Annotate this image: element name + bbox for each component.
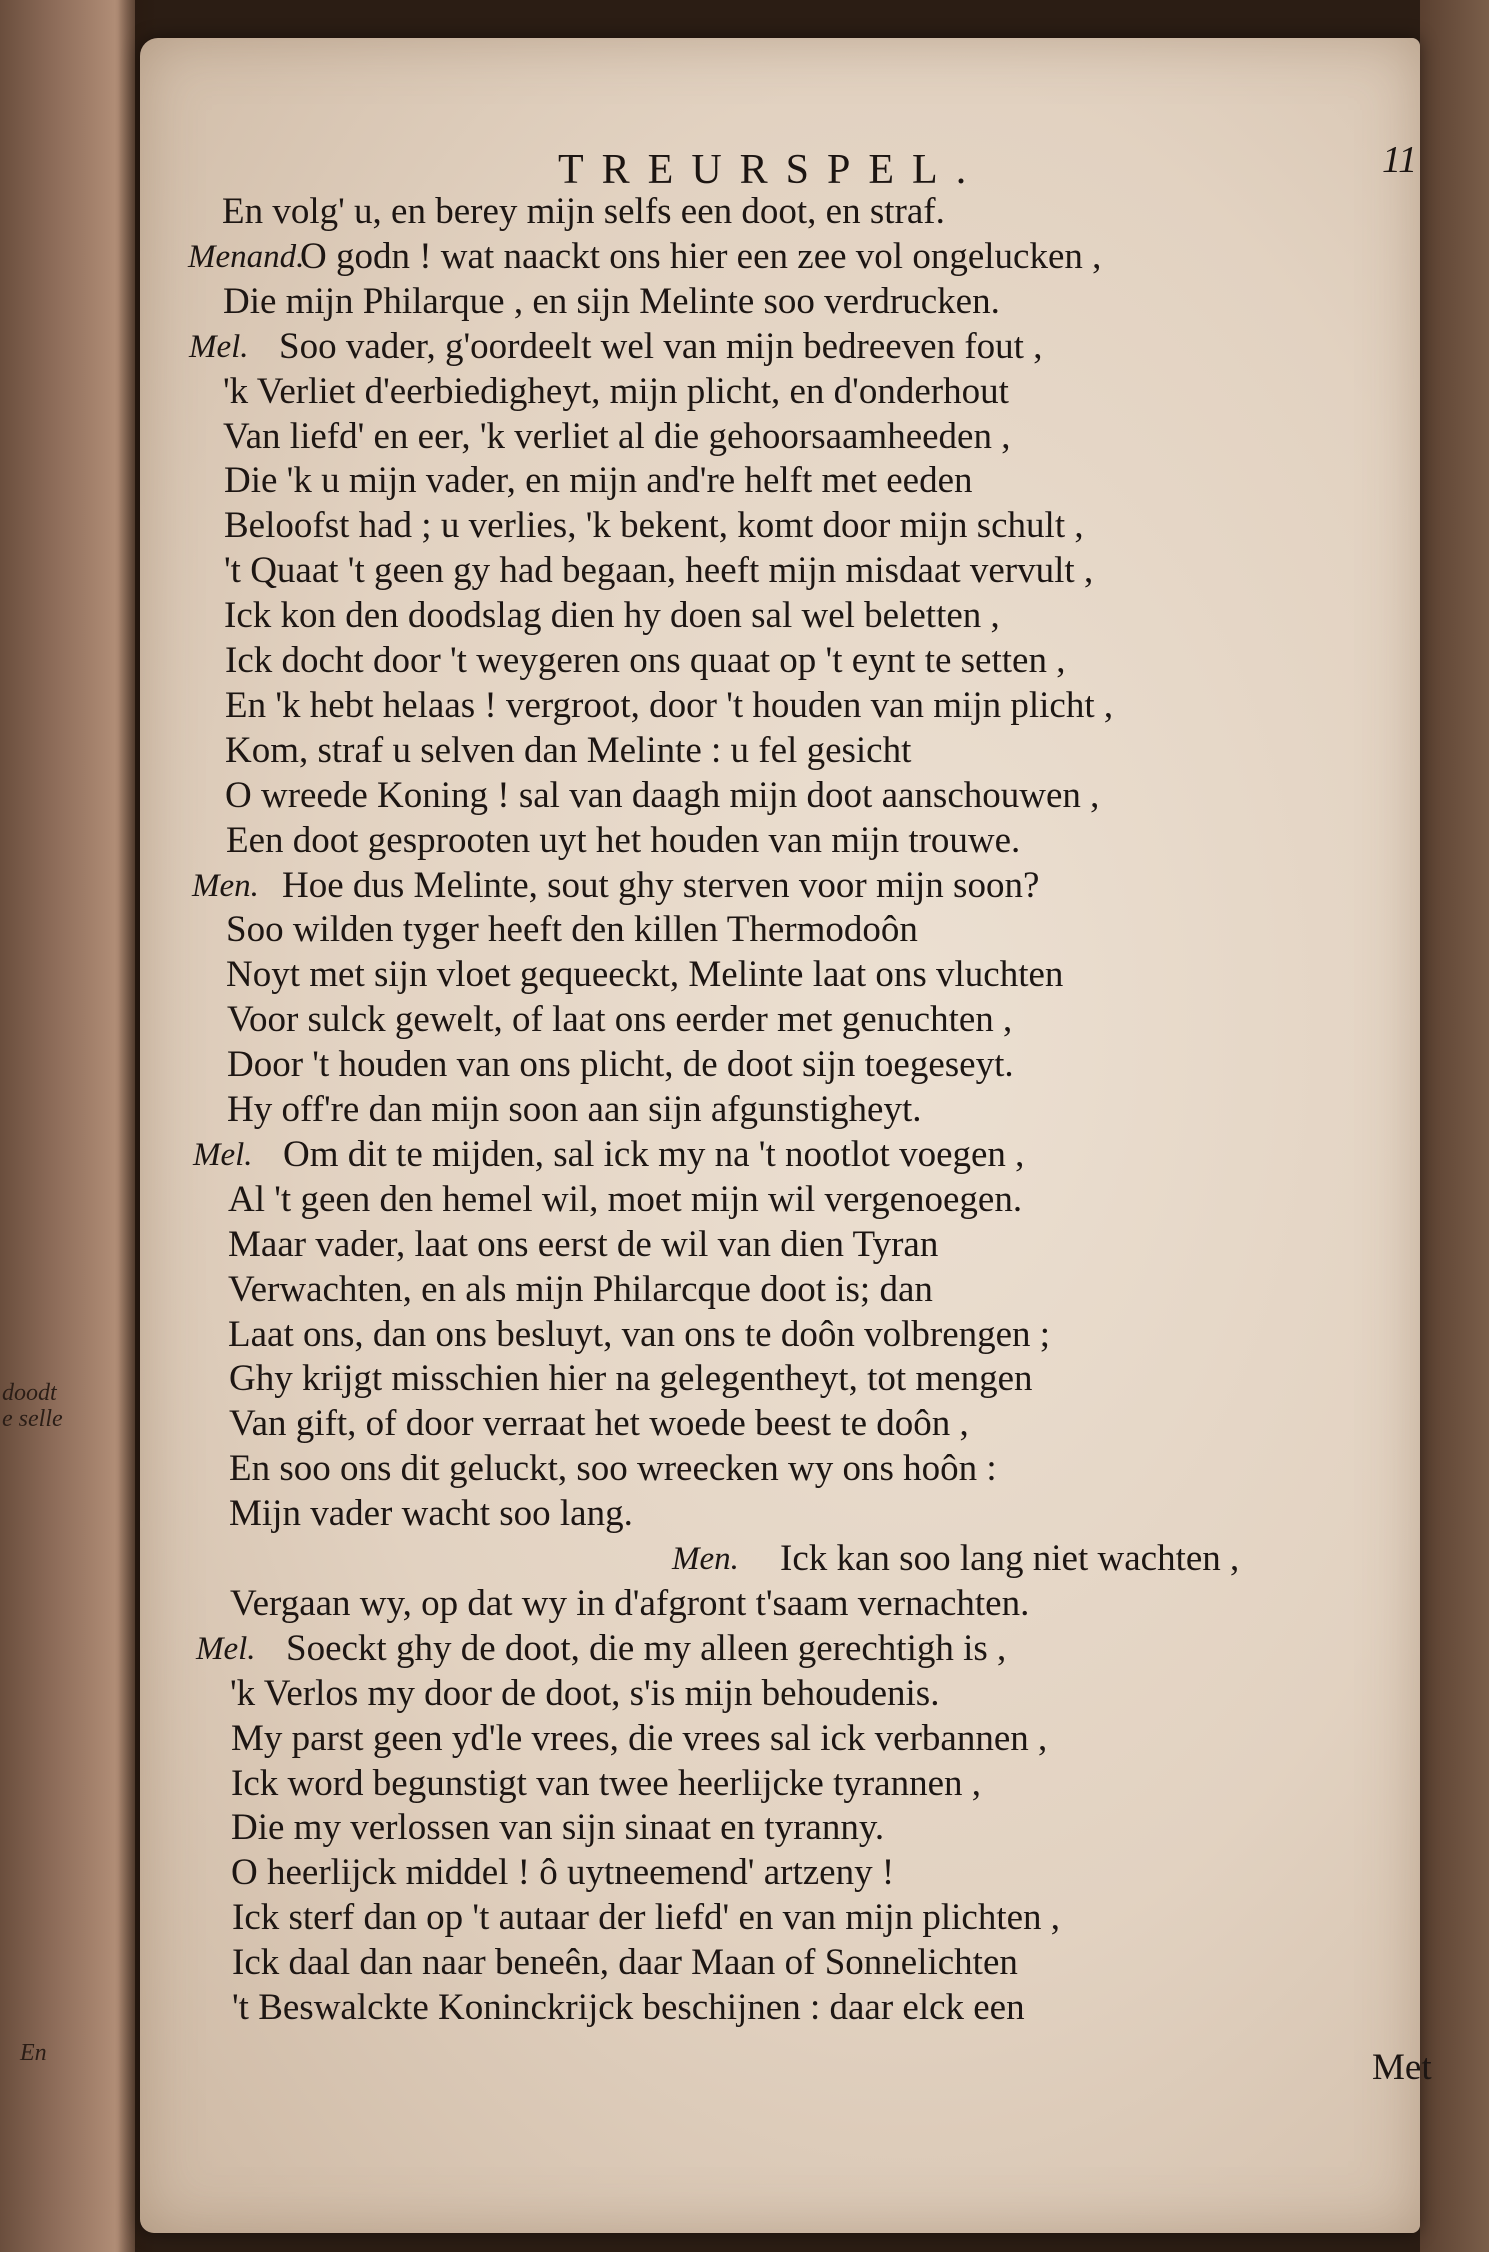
verse-line [140,1941,1489,1985]
verse-line [140,549,1489,593]
verse-line [140,235,1489,279]
verse-line [140,190,1489,234]
verse-text: En soo ons dit geluckt, soo wreecken wy ons hoôn : [229,1448,997,1490]
verse-text: Door 't houden van ons plicht, de doot sijn toegeseyt. [227,1044,1014,1086]
verse-line [140,729,1489,773]
verse-text: 'k Verliet d'eerbiedigheyt, mijn plicht, en d'onderhout [223,370,1009,412]
verse-line [140,1851,1489,1895]
verse-text: Soo wilden tyger heeft den killen Thermodoôn [226,909,918,951]
verse-text: 't Quaat 't geen gy had begaan, heeft mijn misdaat vervult , [224,550,1094,592]
verse-line [140,1492,1489,1536]
verse-text: Ick sterf dan op 't autaar der liefd' en van mijn plichten , [232,1897,1061,1939]
verse-line [140,415,1489,459]
verse-text: O heerlijck middel ! ô uytneemend' artzeny ! [231,1852,895,1894]
verse-line [140,504,1489,548]
verse-text: Hy off're dan mijn soon aan sijn afgunstigheyt. [227,1089,922,1130]
running-head: TREURSPEL. [558,147,985,193]
verse-line [140,1088,1489,1132]
verse-text: Soeckt ghy de doot, die my alleen gerechtigh is , [286,1627,1007,1669]
verse-text: Hoe dus Melinte, sout ghy sterven voor mijn soon? [282,864,1040,906]
verse-text: O wreede Koning ! sal van daagh mijn doot aanschouwen , [225,774,1100,816]
verse-text: Die 'k u mijn vader, en mijn and're helft met eeden [224,460,973,502]
verse-line [140,1762,1489,1806]
verse-line [140,1313,1489,1357]
verse-text: En volg' u, en berey mijn selfs een doot, en straf. [222,191,945,232]
verse-text: Ick word begunstigt van twee heerlijcke tyrannen , [231,1762,982,1804]
verse-text: Kom, straf u selven dan Melinte : u fel gesicht [225,729,912,771]
verse-text: Verwachten, en als mijn Philarcque doot is; dan [228,1268,933,1310]
verse-text: Ick daal dan naar beneên, daar Maan of Sonnelichten [232,1942,1018,1984]
verse-line [140,1537,1489,1581]
speaker-label: Men. [192,867,259,904]
verse-line [140,594,1489,638]
verse-text: Al 't geen den hemel wil, moet mijn wil vergenoegen. [228,1178,1023,1220]
margin-note-1: doodt [2,1380,57,1406]
verse-text: O godn ! wat naackt ons hier een zee vol ongelucken , [300,235,1102,277]
verse-line [140,684,1489,728]
verse-line [140,1357,1489,1401]
speaker-label: Men. [672,1541,739,1577]
verse-text: Beloofst had ; u verlies, 'k bekent, komt door mijn schult , [224,505,1084,547]
verse-line [140,1223,1489,1267]
verse-text: Voor sulck gewelt, of laat ons eerder met genuchten , [227,999,1013,1041]
verse-line [140,370,1489,414]
verse-line [140,325,1489,369]
book-page [140,38,1432,2233]
verse-text: Van gift, of door verraat het woede beest te doôn , [229,1403,969,1445]
verse-line [140,864,1489,908]
verse-line [140,953,1489,997]
margin-note [2,1380,63,1432]
verse-line [140,1672,1489,1716]
verse-text: 't Beswalckte Koninckrijck beschijnen : daar elck een [232,1987,1025,2028]
verse-text: Die my verlossen van sijn sinaat en tyranny. [231,1807,885,1849]
verse-line [140,1447,1489,1491]
verse-line [140,1627,1489,1671]
verse-line [140,639,1489,683]
verse-text: My parst geen yd'le vrees, die vrees sal ick verbannen , [231,1717,1048,1759]
verse-line [140,1896,1489,1940]
verse-text: Ghy krijgt misschien hier na gelegentheyt, tot mengen [229,1358,1033,1400]
verse-text: Soo vader, g'oordeelt wel van mijn bedreeven fout , [279,325,1043,367]
verse-text: Om dit te mijden, sal ick my na 't nootlot voegen , [283,1133,1025,1175]
page-number: 11 [1382,139,1418,181]
verse-text: 'k Verlos my door de doot, s'is mijn behoudenis. [230,1672,940,1714]
verse-text: En 'k hebt helaas ! vergroot, door 't houden van mijn plicht , [225,684,1114,726]
verse-text: Maar vader, laat ons eerst de wil van dien Tyran [228,1223,939,1265]
verse-text: Noyt met sijn vloet gequeeckt, Melinte laat ons vluchten [226,954,1064,996]
verse-line [140,1402,1489,1446]
margin-note-2: e selle [2,1406,63,1432]
verse-line [140,1043,1489,1087]
verse-line [140,998,1489,1042]
verse-text: Die mijn Philarque , en sijn Melinte soo verdrucken. [223,280,1000,322]
verse-line [140,459,1489,503]
catchword: Met [1372,2047,1432,2088]
margin-note-3: En [20,2040,47,2066]
verse-line [140,280,1489,324]
verse-text: Van liefd' en eer, 'k verliet al die gehoorsaamheeden , [223,415,1011,457]
speaker-label: Mel. [196,1630,256,1667]
verse-text: Een doot gesprooten uyt het houden van mijn trouwe. [226,819,1021,861]
verse-line [140,908,1489,952]
verse-line [140,1133,1489,1177]
verse-text: Ick kan soo lang niet wachten , [780,1538,1240,1579]
speaker-label: Mel. [189,328,249,365]
verse-line [140,819,1489,863]
verse-text: Ick kon den doodslag dien hy doen sal wel beletten , [224,595,1000,637]
speaker-label: Mel. [193,1136,253,1173]
verse-line [140,1268,1489,1312]
verse-text: Laat ons, dan ons besluyt, van ons te doôn volbrengen ; [228,1313,1051,1355]
verse-text: Vergaan wy, op dat wy in d'afgront t'saam vernachten. [230,1582,1030,1624]
verse-line [140,1717,1489,1761]
verse-text: Mijn vader wacht soo lang. [229,1493,633,1535]
verse-line [140,774,1489,818]
verse-text: Ick docht door 't weygeren ons quaat op 't eynt te setten , [225,640,1066,681]
verse-line [140,1582,1489,1626]
verse-line [140,1986,1489,2030]
verse-line [140,1806,1489,1850]
verse-line [140,1178,1489,1222]
facing-page-edge [0,0,135,2252]
speaker-label: Menand. [188,238,305,275]
